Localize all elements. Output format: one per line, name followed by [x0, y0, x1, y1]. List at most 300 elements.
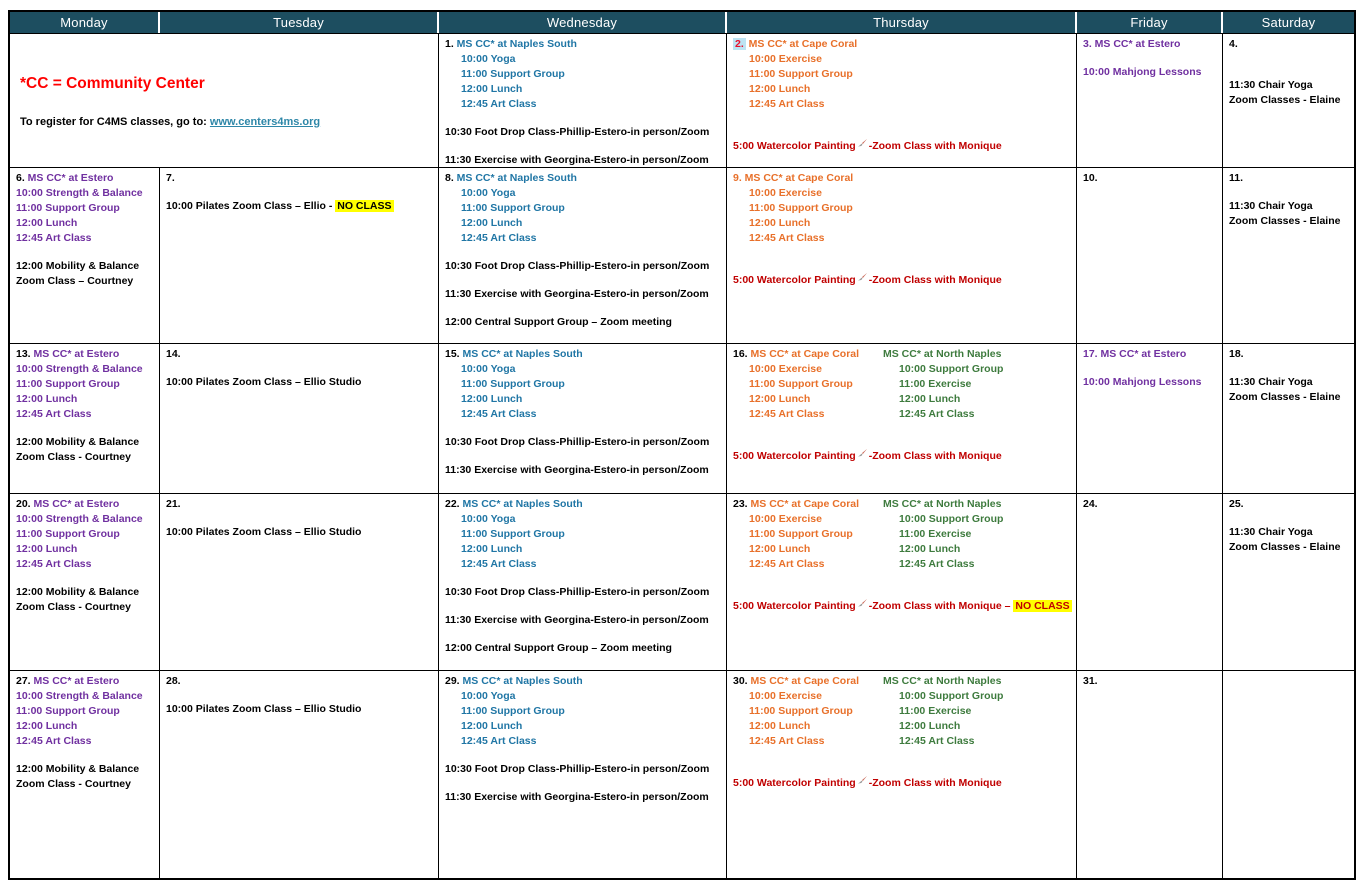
event-text: 10:30 Foot Drop Class-Phillip-Estero-in person/Zoom — [445, 763, 710, 775]
event-text: 10:00 Pilates Zoom Class – Ellio Studio — [166, 376, 362, 388]
event-line — [445, 287, 720, 302]
event-line — [166, 171, 432, 186]
event-text: 12:00 Lunch — [461, 83, 523, 95]
event-line — [883, 719, 1070, 734]
no-class-badge: NO CLASS — [1015, 599, 1070, 612]
event-text: 10:00 Exercise — [749, 513, 822, 525]
event-text: Zoom Classes - Elaine — [1229, 215, 1341, 227]
event-line — [166, 525, 432, 540]
event-text: 12:45 Art Class — [749, 408, 825, 420]
register-line — [20, 115, 428, 130]
event-line — [445, 315, 720, 330]
event-line — [166, 702, 432, 717]
event-line — [16, 171, 153, 186]
day-number: 10. — [1083, 172, 1098, 184]
event-line — [733, 216, 1070, 231]
event-text: MS CC* at Naples South — [459, 675, 583, 687]
event-text: 5:00 Watercolor Painting — [733, 599, 856, 612]
event-text: 10:00 Pilates Zoom Class – Ellio Studio — [166, 526, 362, 538]
event-line — [445, 790, 720, 805]
paintbrush-icon — [857, 598, 868, 614]
event-text: 11:00 Support Group — [16, 202, 120, 214]
two-location-columns — [733, 497, 1070, 572]
event-line — [1229, 375, 1348, 390]
north-naples-column — [883, 497, 1070, 572]
cape-coral-column — [733, 347, 883, 422]
event-text: 11:30 Exercise with Georgina-Estero-in person/Zoom — [445, 614, 709, 626]
event-text: MS CC* at Estero — [30, 348, 120, 360]
day-number: 2. — [735, 38, 744, 50]
event-text: MS CC* at Naples South — [459, 348, 583, 360]
event-text: 10:30 Foot Drop Class-Phillip-Estero-in person/Zoom — [445, 260, 710, 272]
two-location-columns — [733, 347, 1070, 422]
event-line — [733, 598, 1070, 614]
event-line — [16, 201, 153, 216]
event-line — [16, 216, 153, 231]
event-line — [445, 557, 720, 572]
event-text: 12:00 Lunch — [899, 720, 961, 732]
event-text: 12:00 Central Support Group – Zoom meeting — [445, 316, 672, 328]
event-text: -Zoom Class with Monique — [868, 449, 1002, 462]
event-line — [16, 719, 153, 734]
event-text: 11:00 Support Group — [461, 705, 565, 717]
day-number: 28. — [166, 675, 181, 687]
day-header-thursday: Thursday — [727, 12, 1077, 33]
event-text: 12:45 Art Class — [899, 408, 975, 420]
event-text: 10:00 Support Group — [899, 513, 1004, 525]
day-cell-22 — [439, 493, 727, 670]
event-text: 12:00 Lunch — [16, 720, 78, 732]
day-number: 27. — [16, 675, 31, 687]
week-row-1 — [10, 33, 1354, 167]
event-text: 9. MS CC* at Cape Coral — [733, 172, 854, 184]
event-text: 11:00 Support Group — [749, 528, 853, 540]
day-header-monday: Monday — [10, 12, 160, 33]
event-text: 12:45 Art Class — [16, 232, 92, 244]
week-row-2 — [10, 167, 1354, 343]
day-cell-23 — [727, 493, 1077, 670]
calendar-header-row — [10, 12, 1354, 33]
event-text: 12:00 Mobility & Balance — [16, 763, 140, 775]
event-line — [16, 734, 153, 749]
event-line — [445, 186, 720, 201]
day-number: 21. — [166, 498, 181, 510]
event-text: MS CC* at Estero — [30, 675, 120, 687]
event-line — [883, 497, 1070, 512]
event-line — [445, 542, 720, 557]
legend-cell — [10, 33, 439, 167]
event-text: 12:45 Art Class — [749, 232, 825, 244]
event-line — [883, 734, 1070, 749]
event-line — [166, 674, 432, 689]
event-text: 10:00 Yoga — [461, 513, 516, 525]
event-text: 12:00 Lunch — [461, 720, 523, 732]
event-text: 12:45 Art Class — [16, 408, 92, 420]
event-text: 10:00 Exercise — [749, 53, 822, 65]
event-text: 10:00 Pilates Zoom Class – Ellio Studio — [166, 703, 362, 715]
day-cell-28 — [160, 670, 439, 878]
event-text: 12:00 Mobility & Balance — [16, 436, 140, 448]
day-cell-3 — [1077, 33, 1223, 167]
event-text: Zoom Class - Courtney — [16, 601, 131, 613]
week-row-3 — [10, 343, 1354, 493]
day-cell-6 — [10, 167, 160, 343]
event-line — [883, 704, 1070, 719]
day-number: 18. — [1229, 348, 1244, 360]
day-number: 25. — [1229, 498, 1244, 510]
event-line — [883, 512, 1070, 527]
event-text: Zoom Classes - Elaine — [1229, 391, 1341, 403]
event-text: 11:00 Support Group — [16, 705, 120, 717]
event-text: 11:30 Chair Yoga — [1229, 79, 1313, 91]
event-text: 11:00 Support Group — [16, 378, 120, 390]
event-text: 11:00 Support Group — [749, 378, 853, 390]
event-line — [445, 674, 720, 689]
event-text: Zoom Class - Courtney — [16, 778, 131, 790]
event-line — [733, 347, 883, 362]
event-text: 12:45 Art Class — [749, 558, 825, 570]
north-naples-column — [883, 347, 1070, 422]
event-line — [733, 689, 883, 704]
event-line — [1229, 390, 1348, 405]
event-line — [1229, 93, 1348, 108]
day-number: 24. — [1083, 498, 1098, 510]
event-line — [16, 435, 153, 450]
event-line — [445, 641, 720, 656]
event-text: 12:00 Lunch — [749, 217, 811, 229]
event-text: 10:00 Yoga — [461, 690, 516, 702]
event-text: 11:00 Support Group — [461, 528, 565, 540]
day-number: 16. — [733, 348, 748, 360]
event-line — [16, 362, 153, 377]
event-line — [1229, 525, 1348, 540]
event-line — [445, 613, 720, 628]
event-line — [883, 407, 1070, 422]
event-line — [445, 463, 720, 478]
day-cell-1 — [439, 33, 727, 167]
day-cell-30 — [727, 670, 1077, 878]
event-text: 12:45 Art Class — [899, 558, 975, 570]
event-line — [1229, 497, 1348, 512]
day-number: 7. — [166, 172, 175, 184]
event-text: 12:00 Central Support Group – Zoom meeting — [445, 642, 672, 654]
day-cell-4 — [1223, 33, 1354, 167]
event-text: 12:00 Lunch — [749, 543, 811, 555]
event-text: -Zoom Class with Monique – — [868, 599, 1014, 612]
event-text: -Zoom Class with Monique — [868, 139, 1002, 152]
event-line — [445, 762, 720, 777]
event-line — [1083, 674, 1216, 689]
event-line — [733, 512, 883, 527]
event-text: 3. MS CC* at Estero — [1083, 38, 1181, 50]
event-text: 5:00 Watercolor Painting — [733, 273, 856, 286]
day-cell-20 — [10, 493, 160, 670]
event-line — [16, 777, 153, 792]
event-text: 11:00 Exercise — [899, 528, 972, 540]
event-text: MS CC* at Naples South — [459, 498, 583, 510]
week-row-4 — [10, 493, 1354, 670]
event-text: 10:30 Foot Drop Class-Phillip-Estero-in person/Zoom — [445, 126, 710, 138]
event-line — [733, 734, 883, 749]
event-text: Zoom Class - Courtney — [16, 451, 131, 463]
event-line — [445, 585, 720, 600]
event-text: MS CC* at North Naples — [883, 675, 1002, 687]
event-text: 12:00 Lunch — [899, 543, 961, 555]
event-text: 12:00 Lunch — [749, 393, 811, 405]
event-text: 12:45 Art Class — [899, 735, 975, 747]
event-text: 10:00 Mahjong Lessons — [1083, 376, 1202, 388]
day-cell-16 — [727, 343, 1077, 493]
event-line — [733, 674, 883, 689]
event-text: 10:00 Pilates Zoom Class – Ellio - — [166, 200, 336, 212]
event-line — [445, 52, 720, 67]
event-line — [733, 392, 883, 407]
event-line — [445, 362, 720, 377]
day-cell-29 — [439, 670, 727, 878]
day-cell-31 — [1077, 670, 1223, 878]
event-text: MS CC* at North Naples — [883, 348, 1002, 360]
event-line — [445, 171, 720, 186]
paintbrush-icon — [857, 138, 868, 154]
event-text: 11:00 Support Group — [749, 68, 853, 80]
event-text: MS CC* at Cape Coral — [747, 498, 860, 510]
event-text: 12:45 Art Class — [16, 735, 92, 747]
event-line — [1229, 347, 1348, 362]
event-line — [733, 719, 883, 734]
day-cell-empty — [1223, 670, 1354, 878]
event-text: 12:45 Art Class — [461, 558, 537, 570]
day-cell-17 — [1077, 343, 1223, 493]
event-line — [445, 97, 720, 112]
event-text: 11:00 Support Group — [461, 68, 565, 80]
event-line — [445, 259, 720, 274]
event-line — [445, 125, 720, 140]
event-text: 12:00 Lunch — [16, 217, 78, 229]
event-text: 10:00 Yoga — [461, 363, 516, 375]
event-text: MS CC* at North Naples — [883, 498, 1002, 510]
event-text: 12:00 Lunch — [749, 720, 811, 732]
event-line — [733, 448, 1070, 464]
event-line — [1083, 171, 1216, 186]
event-line — [166, 199, 432, 214]
event-text: 12:00 Mobility & Balance — [16, 586, 140, 598]
event-line — [445, 512, 720, 527]
event-line — [1229, 37, 1348, 52]
event-text: 12:45 Art Class — [461, 735, 537, 747]
day-cell-18 — [1223, 343, 1354, 493]
event-line — [16, 527, 153, 542]
event-line — [16, 186, 153, 201]
day-cell-9 — [727, 167, 1077, 343]
event-text: 11:00 Support Group — [16, 528, 120, 540]
event-line — [445, 407, 720, 422]
event-text: 10:00 Strength & Balance — [16, 513, 143, 525]
event-text: 11:30 Exercise with Georgina-Estero-in person/Zoom — [445, 464, 709, 476]
day-cell-13 — [10, 343, 160, 493]
event-text: 12:00 Lunch — [461, 393, 523, 405]
event-line — [733, 704, 883, 719]
event-line — [16, 407, 153, 422]
event-line — [733, 67, 1070, 82]
event-text: 11:30 Exercise with Georgina-Estero-in person/Zoom — [445, 791, 709, 803]
event-text: 5:00 Watercolor Painting — [733, 776, 856, 789]
event-text: 12:45 Art Class — [461, 232, 537, 244]
event-line — [445, 497, 720, 512]
event-line — [166, 497, 432, 512]
event-text: 12:00 Lunch — [16, 393, 78, 405]
north-naples-column — [883, 674, 1070, 749]
day-cell-24 — [1077, 493, 1223, 670]
event-text: 11:30 Chair Yoga — [1229, 200, 1313, 212]
event-line — [733, 201, 1070, 216]
event-line — [733, 138, 1070, 154]
event-line — [445, 392, 720, 407]
event-text: 10:00 Exercise — [749, 187, 822, 199]
event-text: 11:00 Support Group — [749, 705, 853, 717]
event-line — [733, 171, 1070, 186]
event-text: 10:00 Mahjong Lessons — [1083, 66, 1202, 78]
event-line — [16, 497, 153, 512]
event-text: MS CC* at Naples South — [453, 172, 577, 184]
event-line — [16, 600, 153, 615]
event-line — [733, 52, 1070, 67]
day-number: 23. — [733, 498, 748, 510]
event-line — [733, 497, 883, 512]
day-number: 20. — [16, 498, 31, 510]
event-line — [166, 347, 432, 362]
day-cell-15 — [439, 343, 727, 493]
event-line — [1229, 78, 1348, 93]
event-line — [883, 377, 1070, 392]
event-line — [733, 37, 1070, 52]
event-line — [1083, 37, 1216, 52]
event-text: 5:00 Watercolor Painting — [733, 449, 856, 462]
event-line — [733, 527, 883, 542]
day-number: 13. — [16, 348, 31, 360]
event-line — [16, 347, 153, 362]
legend-title: *CC = Community Center — [20, 75, 205, 92]
event-text: MS CC* at Estero — [30, 498, 120, 510]
event-line — [16, 704, 153, 719]
day-cell-2 — [727, 33, 1077, 167]
event-line — [445, 377, 720, 392]
event-text: 11:30 Exercise with Georgina-Estero-in person/Zoom — [445, 288, 709, 300]
event-text: 11:00 Exercise — [899, 705, 972, 717]
day-cell-27 — [10, 670, 160, 878]
day-cell-11 — [1223, 167, 1354, 343]
event-text: 10:00 Yoga — [461, 53, 516, 65]
event-line — [1083, 375, 1216, 390]
event-text: 12:00 Lunch — [461, 217, 523, 229]
event-line — [445, 201, 720, 216]
event-line — [733, 775, 1070, 791]
event-line — [1229, 540, 1348, 555]
event-text: 10:30 Foot Drop Class-Phillip-Estero-in person/Zoom — [445, 586, 710, 598]
event-line — [16, 259, 153, 274]
event-text: Zoom Classes - Elaine — [1229, 94, 1341, 106]
day-cell-21 — [160, 493, 439, 670]
day-number: 30. — [733, 675, 748, 687]
event-text: 12:00 Lunch — [16, 543, 78, 555]
day-number: 4. — [1229, 38, 1238, 50]
event-line — [883, 362, 1070, 377]
event-line — [16, 392, 153, 407]
event-line — [733, 557, 883, 572]
day-number: 6. — [16, 172, 25, 184]
event-text: -Zoom Class with Monique — [868, 776, 1002, 789]
event-text: 10:00 Support Group — [899, 690, 1004, 702]
event-line — [733, 272, 1070, 288]
event-line — [733, 82, 1070, 97]
week-row-5 — [10, 670, 1354, 878]
paintbrush-icon — [857, 272, 868, 288]
event-text: 12:45 Art Class — [461, 98, 537, 110]
paintbrush-icon — [857, 448, 868, 464]
no-class-badge: NO CLASS — [337, 200, 392, 212]
event-line — [1083, 497, 1216, 512]
event-line — [445, 435, 720, 450]
event-text: 11:00 Support Group — [461, 202, 565, 214]
event-text: 12:45 Art Class — [749, 735, 825, 747]
register-prefix: To register for C4MS classes, go to: — [20, 116, 210, 128]
event-text: Zoom Classes - Elaine — [1229, 541, 1341, 553]
event-line — [16, 274, 153, 289]
event-text: 12:45 Art Class — [749, 98, 825, 110]
event-text: 10:00 Strength & Balance — [16, 363, 143, 375]
event-line — [1229, 171, 1348, 186]
day-cell-25 — [1223, 493, 1354, 670]
event-line — [883, 347, 1070, 362]
event-line — [16, 674, 153, 689]
day-number: 1. — [445, 38, 454, 50]
event-text: MS CC* at Cape Coral — [747, 675, 860, 687]
event-text: MS CC* at Naples South — [453, 38, 577, 50]
event-text: 10:00 Exercise — [749, 690, 822, 702]
event-text: 11:00 Support Group — [749, 202, 853, 214]
event-line — [16, 377, 153, 392]
event-line — [883, 674, 1070, 689]
event-text: 12:00 Lunch — [461, 543, 523, 555]
event-text: 10:30 Foot Drop Class-Phillip-Estero-in person/Zoom — [445, 436, 710, 448]
event-line — [445, 82, 720, 97]
register-link[interactable]: www.centers4ms.org — [209, 116, 321, 128]
day-cell-10 — [1077, 167, 1223, 343]
event-line — [166, 375, 432, 390]
event-text: 10:00 Strength & Balance — [16, 690, 143, 702]
event-line — [445, 719, 720, 734]
event-line — [883, 542, 1070, 557]
event-line — [733, 407, 883, 422]
event-line — [1229, 214, 1348, 229]
event-line — [445, 216, 720, 231]
event-text: 17. MS CC* at Estero — [1083, 348, 1187, 360]
event-text: 10:00 Support Group — [899, 363, 1004, 375]
event-line — [883, 689, 1070, 704]
event-line — [445, 231, 720, 246]
event-line — [16, 762, 153, 777]
cape-coral-column — [733, 674, 883, 749]
event-text: MS CC* at Estero — [24, 172, 114, 184]
event-text: 10:00 Strength & Balance — [16, 187, 143, 199]
event-line — [733, 186, 1070, 201]
day-number: 11. — [1229, 172, 1244, 184]
paintbrush-icon — [857, 775, 868, 791]
event-line — [16, 512, 153, 527]
event-text: 11:30 Chair Yoga — [1229, 526, 1313, 538]
event-text: 12:00 Mobility & Balance — [16, 260, 140, 272]
event-line — [16, 542, 153, 557]
event-line — [733, 377, 883, 392]
